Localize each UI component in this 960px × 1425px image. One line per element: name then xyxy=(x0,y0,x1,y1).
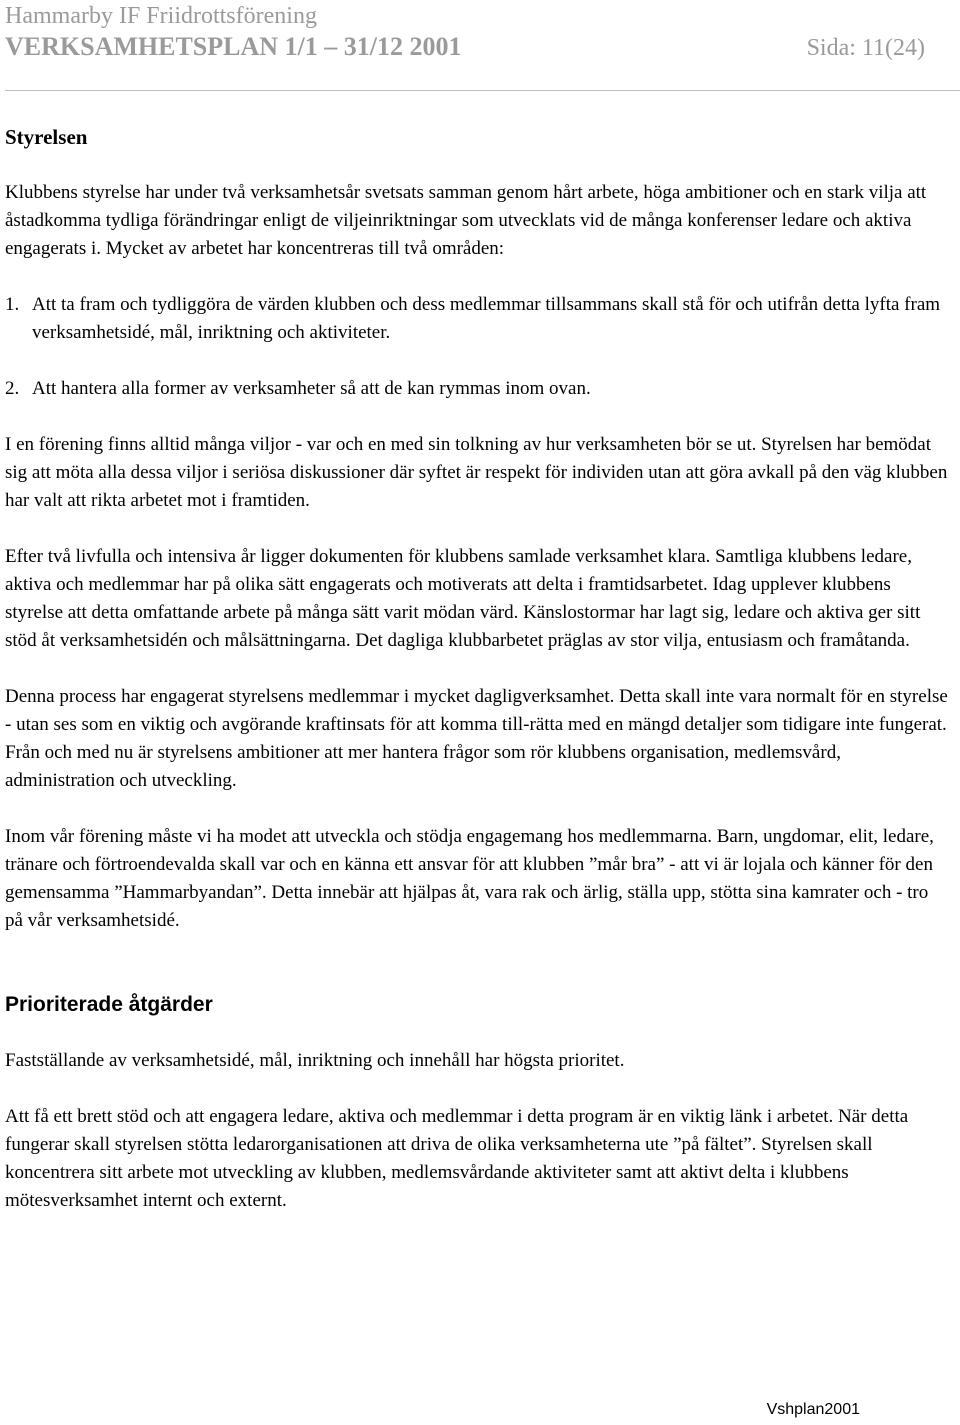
document-body xyxy=(5,123,950,1215)
plan-title: VERKSAMHETSPLAN 1/1 – 31/12 2001 xyxy=(5,32,462,61)
page-number: Sida: 11(24) xyxy=(806,35,925,61)
list-number: 1. xyxy=(5,294,20,315)
list-item xyxy=(5,375,950,403)
list-number: 2. xyxy=(5,378,20,399)
section-title-prioriterade: Prioriterade åtgärder xyxy=(5,993,213,1016)
paragraph: Inom vår förening måste vi ha modet att utveckla och stödja engagemang hos medlemmarna. Barn, ungdomar, elit, ledare, tränare och förtroendevalda skall var och en känna ett ansvar för att klubben ”mår bra” - att vi är lojala och känner för den gemensamma ”Hammarbyandan”. Detta innebär att hjälpas åt, vara rak och ärlig, ställa upp, stötta sina kamrater och - tro på vår verksamhetsidé. xyxy=(5,826,934,931)
page-header xyxy=(5,0,955,92)
paragraph: I en förening finns alltid många viljor - var och en med sin tolkning av hur verksamheten bör se ut. Styrelsen har bemödat sig att möta alla dessa viljor i seriösa diskussioner där syftet är respekt för individen utan att göra avkall på den väg klubben har valt att rikta arbetet mot i framtiden. xyxy=(5,434,948,511)
list-item xyxy=(5,291,950,347)
paragraph: Efter två livfulla och intensiva år ligger dokumenten för klubbens samlade verksamhet klara. Samtliga klubbens ledare, aktiva och medlemmar har på olika sätt engagerats och motiverats att delta i framtidsarbetet. Idag upplever klubbens styrelse att detta omfattande arbete på många sätt varit mödan värd. Känslostormar har lagt sig, ledare och aktiva ger sitt stöd åt verksamhetsidén och målsättningarna. Det dagliga klubbarbetet präglas av stor vilja, entusiasm och framåtanda. xyxy=(5,546,921,651)
paragraph: Att få ett brett stöd och att engagera ledare, aktiva och medlemmar i detta program är en viktig länk i arbetet. När detta fungerar skall styrelsen stötta ledarorganisationen att driva de olika verksamheterna ute ”på fältet”. Styrelsen skall koncentrera sitt arbete mot utveckling av klubben, medlemsvårdande aktiviteter samt att aktivt delta i klubbens mötesverksamhet internt och externt. xyxy=(5,1106,909,1211)
list-text: Att ta fram och tydliggöra de värden klubben och dess medlemmar tillsammans skall stå för och utifrån detta lyfta fram verksamhetsidé, mål, inriktning och aktiviteter. xyxy=(32,294,941,343)
paragraph: Denna process har engagerat styrelsens medlemmar i mycket dagligverksamhet. Detta skall inte vara normalt för en styrelse - utan ses som en viktig och avgörande kraftinsats för att komma till-rätta med en mängd detaljer som tidigare inte fungerat. Från och med nu är styrelsens ambitioner att mer hantera frågor som rör klubbens organisation, medlemsvård, administration och utveckling. xyxy=(5,686,948,791)
paragraph: Fastställande av verksamhetsidé, mål, inriktning och innehåll har högsta prioritet. xyxy=(5,1050,625,1071)
footer-label: Vshplan2001 xyxy=(766,1401,860,1418)
section-title-styrelsen: Styrelsen xyxy=(5,125,88,149)
paragraph-intro: Klubbens styrelse har under två verksamhetsår svetsats samman genom hårt arbete, höga ambitioner och en stark vilja att åstadkomma tydliga förändringar enligt de viljeinriktningar som utvecklats vid de många konferenser ledare och aktiva engagerats i. Mycket av arbetet har koncentreras till två områden: xyxy=(5,182,927,259)
organization-name: Hammarby IF Friidrottsförening xyxy=(5,3,317,29)
list-text: Att hantera alla former av verksamheter så att de kan rymmas inom ovan. xyxy=(32,378,591,399)
header-divider xyxy=(5,90,960,91)
